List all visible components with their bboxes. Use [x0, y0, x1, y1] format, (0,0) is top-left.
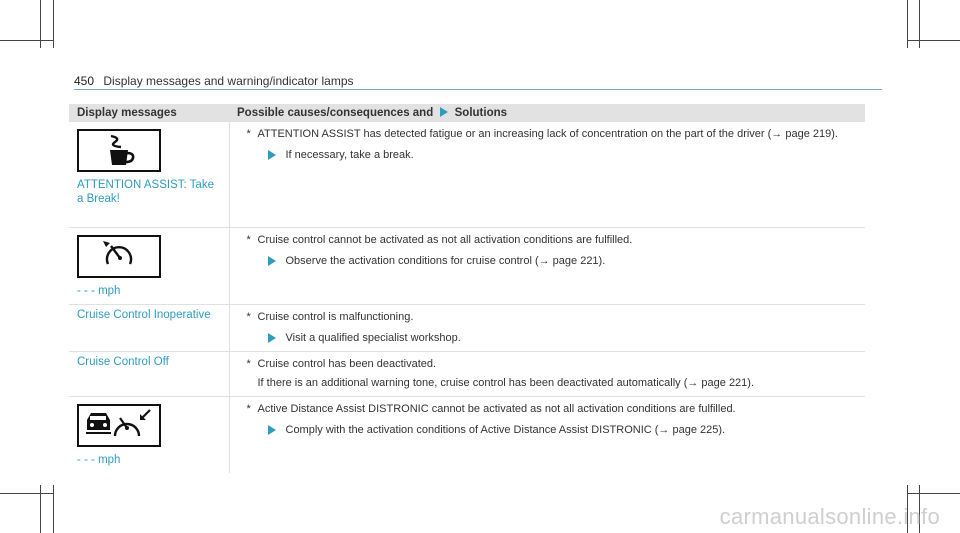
table-row — [69, 397, 865, 474]
coffee-cup-icon — [77, 129, 161, 172]
triangle-arrow-icon — [268, 333, 276, 343]
asterisk-marker: * — [246, 311, 251, 323]
asterisk-marker: * — [246, 128, 251, 140]
col-header-solutions-label: Solutions — [454, 106, 508, 119]
solution-cell — [229, 122, 865, 228]
col-header-messages: Display messages — [69, 104, 229, 122]
cause-text: * Cruise control is malfunctioning. — [246, 311, 414, 323]
watermark: carmanualsonline.info — [719, 504, 940, 529]
table-header-row — [69, 104, 865, 122]
crop-mark — [53, 0, 54, 48]
table-row — [69, 352, 865, 397]
action-step: Observe the activation conditions for cruise control (→ page 221). — [247, 254, 858, 268]
crop-mark — [0, 40, 53, 41]
message-cell — [69, 122, 229, 228]
solution-cell — [229, 352, 865, 397]
asterisk-marker: * — [246, 358, 251, 370]
triangle-arrow-icon — [440, 107, 448, 117]
table-row — [69, 228, 865, 305]
message-label: - - - mph — [77, 285, 121, 297]
crop-mark — [907, 40, 960, 41]
col-header-causes-label: Possible causes/consequences and — [237, 106, 434, 119]
message-cell — [69, 397, 229, 474]
distance-assist-icon — [77, 404, 161, 447]
cause-text: * Active Distance Assist DISTRONIC cannot be activated as not all activation conditions are fulfilled. — [246, 403, 736, 415]
triangle-arrow-icon — [268, 425, 276, 435]
message-label: Cruise Control Off — [77, 356, 169, 368]
message-label: ATTENTION ASSIST: Take a Break! — [77, 179, 214, 205]
messages-table — [69, 104, 865, 473]
asterisk-marker: * — [246, 234, 251, 246]
crop-mark — [907, 0, 908, 48]
message-cell — [69, 352, 229, 397]
action-step: If necessary, take a break. — [247, 148, 858, 162]
crop-mark — [53, 485, 54, 533]
message-label: - - - mph — [77, 454, 121, 466]
solution-cell — [229, 397, 865, 474]
cause-text: * Cruise control has been deactivated. — [246, 358, 437, 370]
triangle-arrow-icon — [268, 150, 276, 160]
asterisk-marker: * — [246, 403, 251, 415]
action-step: Visit a qualified specialist workshop. — [247, 331, 858, 345]
solution-cell — [229, 228, 865, 305]
action-step: Comply with the activation conditions of Active Distance Assist DISTRONIC (→ page 225). — [247, 423, 858, 437]
cause-text: * Cruise control cannot be activated as not all activation conditions are fulfilled. — [246, 234, 633, 246]
message-cell — [69, 228, 229, 305]
page-header — [74, 74, 354, 88]
header-rule — [74, 89, 882, 90]
table-row — [69, 305, 865, 352]
page-number: 450 — [74, 74, 95, 88]
solution-cell — [229, 305, 865, 352]
additional-info: If there is an additional warning tone, cruise control has been deactivated automatically (→ page 221). — [257, 377, 755, 389]
message-label: Cruise Control Inoperative — [77, 309, 211, 321]
speedometer-icon — [77, 235, 161, 278]
crop-mark — [0, 493, 53, 494]
col-header-causes — [229, 104, 865, 122]
message-cell — [69, 305, 229, 352]
crop-mark — [907, 493, 960, 494]
cause-text: * ATTENTION ASSIST has detected fatigue or an increasing lack of concentration on the part of the driver (→ page 219). — [246, 128, 838, 140]
table-row — [69, 122, 865, 228]
page-title: Display messages and warning/indicator lamps — [103, 74, 354, 88]
triangle-arrow-icon — [268, 256, 276, 266]
